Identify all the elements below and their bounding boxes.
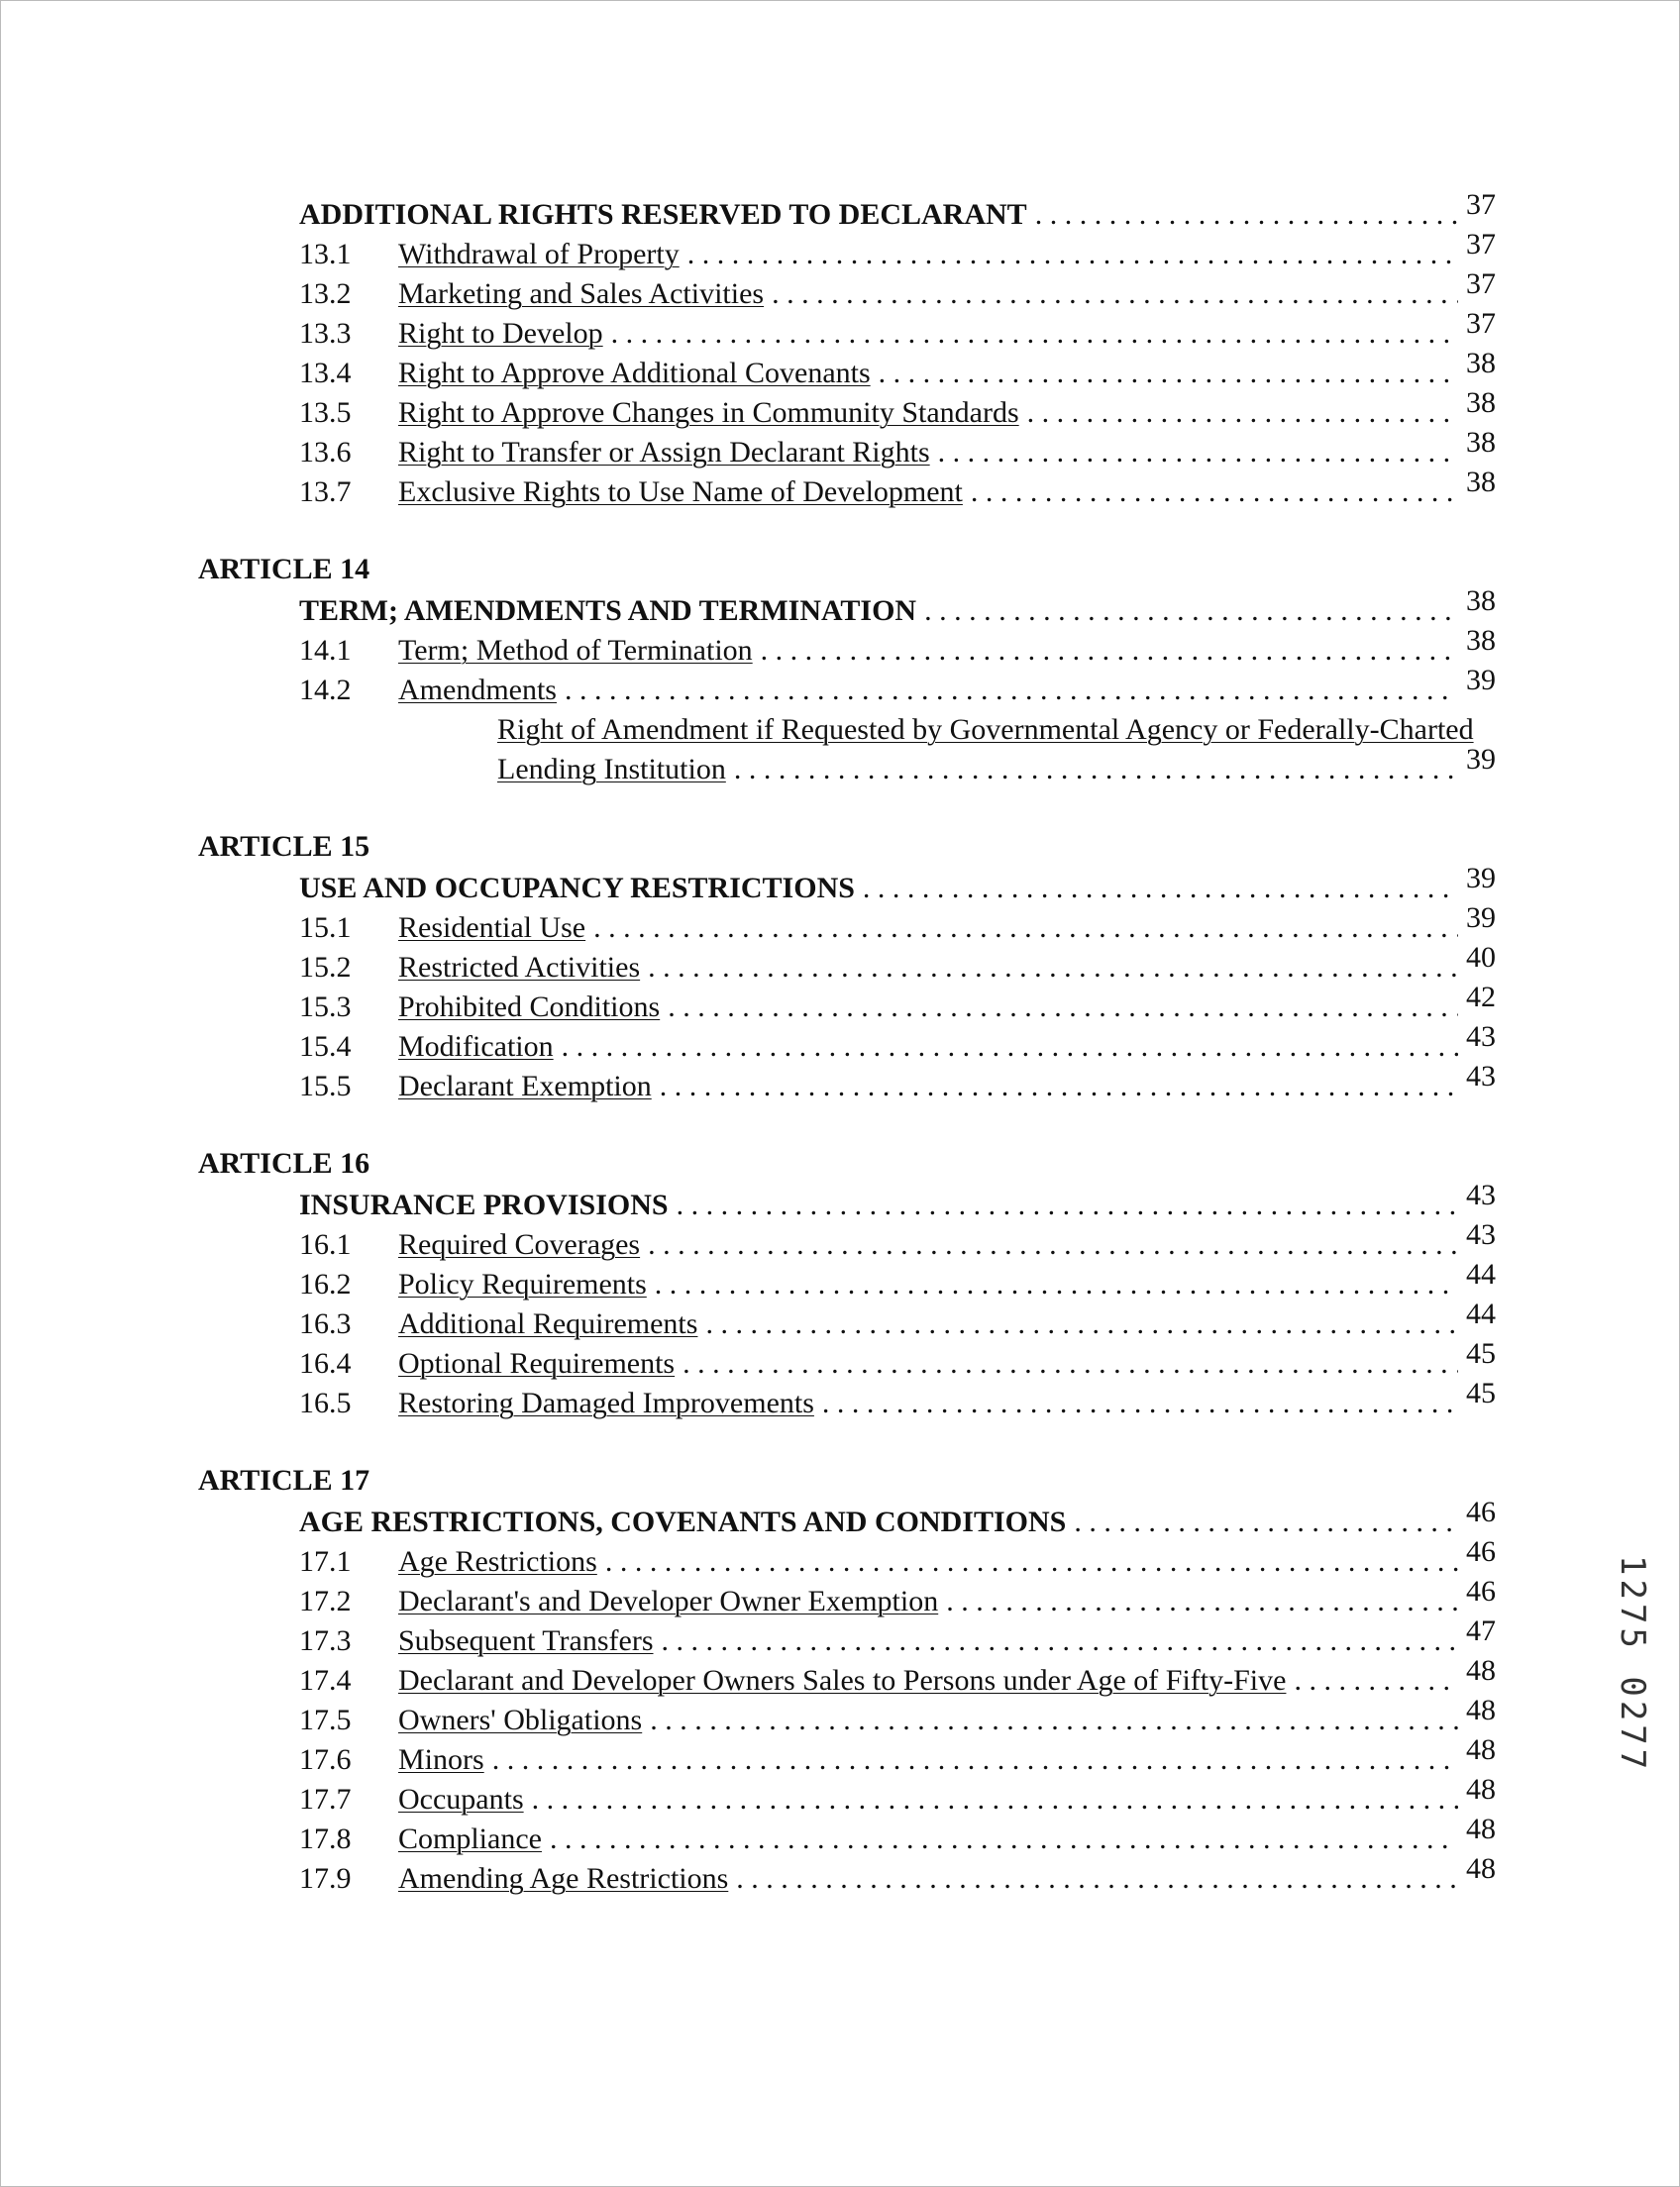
heading-title-wrap xyxy=(299,198,1466,232)
dot-leader xyxy=(611,317,1458,351)
toc-entry[interactable] xyxy=(198,1218,1496,1262)
section-title[interactable]: Declarant's and Developer Owner Exemption xyxy=(398,1585,939,1617)
toc-article xyxy=(198,1464,1496,1896)
page-number: 38 xyxy=(1466,386,1496,419)
toc-entry[interactable] xyxy=(198,307,1496,351)
dot-leader xyxy=(655,1268,1458,1302)
dot-leader xyxy=(1074,1506,1458,1539)
entry-title-wrap xyxy=(398,1624,1466,1658)
section-title[interactable]: Policy Requirements xyxy=(398,1268,647,1301)
page-number: 38 xyxy=(1466,347,1496,379)
dot-leader xyxy=(562,1030,1458,1064)
section-title[interactable]: Modification xyxy=(398,1030,554,1063)
page-number: 48 xyxy=(1466,1773,1496,1806)
section-number: 15.5 xyxy=(299,1070,352,1102)
toc-entry[interactable] xyxy=(198,664,1496,707)
section-number: 17.1 xyxy=(299,1545,352,1578)
toc-entry[interactable] xyxy=(198,1060,1496,1103)
heading-title-wrap xyxy=(299,872,1466,905)
dot-leader xyxy=(946,1585,1458,1618)
entry-title-wrap xyxy=(398,436,1466,469)
heading-title-wrap xyxy=(299,594,1466,628)
section-title[interactable]: Owners' Obligations xyxy=(398,1704,643,1736)
entry-title-wrap xyxy=(398,634,1466,668)
entry-title-wrap xyxy=(398,1387,1466,1420)
page-number: 37 xyxy=(1466,188,1496,221)
toc-entry[interactable] xyxy=(198,981,1496,1024)
section-number: 13.4 xyxy=(299,357,352,389)
toc-entry[interactable] xyxy=(198,466,1496,509)
article-label: ARTICLE 14 xyxy=(198,553,370,585)
section-number: 13.3 xyxy=(299,317,352,350)
entry-title-wrap xyxy=(398,1030,1466,1064)
page-number: 39 xyxy=(1466,862,1496,894)
article-heading[interactable] xyxy=(198,862,1496,905)
page-number: 46 xyxy=(1466,1535,1496,1568)
table-of-contents xyxy=(198,178,1496,1939)
section-number: 14.2 xyxy=(299,674,352,706)
section-number: 13.5 xyxy=(299,396,352,429)
section-number: 16.1 xyxy=(299,1228,352,1261)
section-number: 13.1 xyxy=(299,238,352,270)
section-title[interactable]: Term; Method of Termination xyxy=(398,634,753,667)
toc-entry[interactable] xyxy=(198,1575,1496,1618)
toc-entry[interactable] xyxy=(198,1337,1496,1381)
entry-title-wrap xyxy=(398,238,1466,271)
page-number: 39 xyxy=(1466,901,1496,934)
section-title[interactable]: Right to Transfer or Assign Declarant Rights xyxy=(398,436,930,469)
page-number: 46 xyxy=(1466,1575,1496,1608)
dot-leader xyxy=(565,674,1458,707)
entry-title-wrap xyxy=(398,1545,1466,1579)
dot-leader xyxy=(879,357,1458,390)
toc-entry[interactable] xyxy=(198,1535,1496,1579)
page-number: 38 xyxy=(1466,466,1496,498)
toc-entry[interactable] xyxy=(198,1258,1496,1302)
section-number: 17.4 xyxy=(299,1664,352,1697)
entry-title-wrap xyxy=(398,911,1466,945)
page-number: 48 xyxy=(1466,1733,1496,1766)
page-number: 38 xyxy=(1466,624,1496,657)
entry-title-wrap xyxy=(398,1822,1466,1856)
entry-title-wrap xyxy=(398,475,1466,509)
entry-title-wrap xyxy=(398,317,1466,351)
toc-entry[interactable] xyxy=(198,743,1496,786)
dot-leader xyxy=(677,1189,1458,1222)
page-number: 43 xyxy=(1466,1179,1496,1211)
section-number: 17.9 xyxy=(299,1862,352,1895)
section-number: 17.7 xyxy=(299,1783,352,1816)
dot-leader xyxy=(734,753,1458,786)
dot-leader xyxy=(687,238,1458,271)
section-title[interactable]: Marketing and Sales Activities xyxy=(398,277,765,310)
dot-leader xyxy=(971,475,1458,509)
section-title[interactable]: Occupants xyxy=(398,1783,524,1816)
section-title[interactable]: Restoring Damaged Improvements xyxy=(398,1387,814,1419)
page-number: 48 xyxy=(1466,1654,1496,1687)
section-title[interactable]: Additional Requirements xyxy=(398,1307,698,1340)
heading-title: TERM; AMENDMENTS AND TERMINATION xyxy=(299,594,917,627)
toc-entry[interactable] xyxy=(198,1773,1496,1817)
article-heading[interactable] xyxy=(198,1179,1496,1222)
section-title[interactable]: Amendments xyxy=(398,674,557,706)
toc-entry[interactable] xyxy=(198,901,1496,945)
dot-leader xyxy=(668,990,1458,1024)
section-title[interactable]: Subsequent Transfers xyxy=(398,1624,654,1657)
toc-entry[interactable] xyxy=(198,941,1496,985)
entry-title-wrap xyxy=(398,1228,1466,1262)
entry-title-wrap xyxy=(398,1664,1466,1698)
heading-title: AGE RESTRICTIONS, COVENANTS AND CONDITIONS xyxy=(299,1506,1067,1538)
heading-title: ADDITIONAL RIGHTS RESERVED TO DECLARANT xyxy=(299,198,1027,231)
page-number: 43 xyxy=(1466,1218,1496,1251)
dot-leader xyxy=(1035,198,1458,232)
toc-entry[interactable] xyxy=(198,1852,1496,1896)
entry-title-wrap xyxy=(398,396,1466,430)
page-number: 48 xyxy=(1466,1852,1496,1885)
section-title[interactable]: Right of Amendment if Requested by Governmental Agency or Federally-Charted xyxy=(497,713,1474,746)
page-number: 45 xyxy=(1466,1337,1496,1370)
dot-leader xyxy=(648,1228,1458,1262)
page-number: 44 xyxy=(1466,1298,1496,1330)
section-number: 15.3 xyxy=(299,990,352,1023)
entry-title-wrap xyxy=(398,674,1466,707)
section-title[interactable]: Lending Institution xyxy=(497,753,726,785)
toc-entry[interactable] xyxy=(198,1020,1496,1064)
entry-title-wrap xyxy=(398,1743,1466,1777)
toc-entry[interactable] xyxy=(198,347,1496,390)
entry-title-wrap xyxy=(398,990,1466,1024)
section-number: 13.7 xyxy=(299,475,352,508)
section-number: 16.3 xyxy=(299,1307,352,1340)
page-number: 43 xyxy=(1466,1020,1496,1053)
heading-title: INSURANCE PROVISIONS xyxy=(299,1189,669,1221)
page-number: 38 xyxy=(1466,426,1496,459)
dot-leader xyxy=(1294,1664,1458,1698)
dot-leader xyxy=(550,1822,1458,1856)
toc-entry[interactable] xyxy=(198,228,1496,271)
section-number: 16.4 xyxy=(299,1347,352,1380)
page-number: 40 xyxy=(1466,941,1496,974)
dot-leader xyxy=(736,1862,1458,1896)
section-title[interactable]: Residential Use xyxy=(398,911,586,944)
page-number: 46 xyxy=(1466,1496,1496,1528)
entry-title-wrap xyxy=(398,1704,1466,1737)
section-title[interactable]: Exclusive Rights to Use Name of Development xyxy=(398,475,963,508)
dot-leader xyxy=(822,1387,1458,1420)
toc-entry[interactable] xyxy=(198,707,1496,747)
entry-title-wrap xyxy=(398,357,1466,390)
heading-title-wrap xyxy=(299,1189,1466,1222)
heading-title-wrap xyxy=(299,1506,1466,1539)
dot-leader xyxy=(924,594,1458,628)
section-title[interactable]: Declarant and Developer Owners Sales to Persons under Age of Fifty-Five xyxy=(398,1664,1287,1697)
dot-leader xyxy=(532,1783,1458,1817)
section-number: 17.3 xyxy=(299,1624,352,1657)
entry-title-wrap xyxy=(398,1585,1466,1618)
dot-leader xyxy=(938,436,1458,469)
article-heading[interactable] xyxy=(198,188,1496,232)
dot-leader xyxy=(605,1545,1458,1579)
entry-title-wrap xyxy=(398,1307,1466,1341)
section-title[interactable]: Withdrawal of Property xyxy=(398,238,680,270)
entry-title-wrap xyxy=(398,951,1466,985)
section-title[interactable]: Prohibited Conditions xyxy=(398,990,661,1023)
section-title[interactable]: Declarant Exemption xyxy=(398,1070,652,1102)
section-number: 17.8 xyxy=(299,1822,352,1855)
dot-leader xyxy=(492,1743,1458,1777)
section-title[interactable]: Right to Approve Changes in Community Standards xyxy=(398,396,1019,429)
heading-title: USE AND OCCUPANCY RESTRICTIONS xyxy=(299,872,855,904)
page-number: 37 xyxy=(1466,307,1496,340)
dot-leader xyxy=(648,951,1458,985)
entry-title-wrap xyxy=(398,277,1466,311)
page-number: 48 xyxy=(1466,1813,1496,1845)
page-number: 43 xyxy=(1466,1060,1496,1093)
entry-title-wrap xyxy=(398,1347,1466,1381)
toc-article xyxy=(198,830,1496,1103)
article-heading[interactable] xyxy=(198,1496,1496,1539)
section-title[interactable]: Amending Age Restrictions xyxy=(398,1862,729,1895)
page-number: 42 xyxy=(1466,981,1496,1013)
page-number: 39 xyxy=(1466,664,1496,696)
page-number: 39 xyxy=(1466,743,1496,776)
toc-entry[interactable] xyxy=(198,1654,1496,1698)
section-title[interactable]: Right to Approve Additional Covenants xyxy=(398,357,871,389)
article-heading[interactable] xyxy=(198,584,1496,628)
article-label: ARTICLE 17 xyxy=(198,1464,370,1497)
section-number: 13.2 xyxy=(299,277,352,310)
section-number: 15.2 xyxy=(299,951,352,984)
section-number: 13.6 xyxy=(299,436,352,469)
page-number: 44 xyxy=(1466,1258,1496,1291)
toc-entry[interactable] xyxy=(198,386,1496,430)
section-title[interactable]: Compliance xyxy=(398,1822,542,1855)
section-number: 17.6 xyxy=(299,1743,352,1776)
toc-entry[interactable] xyxy=(198,1614,1496,1658)
toc-article xyxy=(198,188,1496,509)
section-title[interactable]: Restricted Activities xyxy=(398,951,641,984)
toc-entry[interactable] xyxy=(198,1298,1496,1341)
entry-title-wrap xyxy=(398,1070,1466,1103)
dot-leader xyxy=(1027,396,1458,430)
dot-leader xyxy=(863,872,1458,905)
page-number: 47 xyxy=(1466,1614,1496,1647)
section-number: 14.1 xyxy=(299,634,352,667)
section-title[interactable]: Age Restrictions xyxy=(398,1545,597,1578)
dot-leader xyxy=(660,1070,1458,1103)
section-number: 15.4 xyxy=(299,1030,352,1063)
entry-title-wrap xyxy=(398,1268,1466,1302)
page-number: 37 xyxy=(1466,228,1496,260)
dot-leader xyxy=(772,277,1458,311)
toc-entry[interactable] xyxy=(198,624,1496,668)
entry-title-wrap xyxy=(497,753,1466,786)
section-number: 16.2 xyxy=(299,1268,352,1301)
margin-stamp: 1275 0277 xyxy=(1613,1555,1652,1774)
toc-entry[interactable] xyxy=(198,1733,1496,1777)
toc-entry[interactable] xyxy=(198,1377,1496,1420)
section-number: 16.5 xyxy=(299,1387,352,1419)
page-number: 48 xyxy=(1466,1694,1496,1726)
toc-entry[interactable] xyxy=(198,267,1496,311)
page-number: 37 xyxy=(1466,267,1496,300)
toc-entry[interactable] xyxy=(198,1694,1496,1737)
dot-leader xyxy=(650,1704,1458,1737)
article-label: ARTICLE 15 xyxy=(198,830,370,863)
toc-entry[interactable] xyxy=(198,426,1496,469)
article-label: ARTICLE 16 xyxy=(198,1147,370,1180)
page-number: 38 xyxy=(1466,584,1496,617)
dot-leader xyxy=(705,1307,1458,1341)
section-number: 17.2 xyxy=(299,1585,352,1617)
section-title[interactable]: Required Coverages xyxy=(398,1228,641,1261)
page-number: 45 xyxy=(1466,1377,1496,1409)
toc-article xyxy=(198,1147,1496,1420)
entry-title-wrap xyxy=(398,1862,1466,1896)
toc-article xyxy=(198,553,1496,786)
dot-leader xyxy=(593,911,1458,945)
section-number: 15.1 xyxy=(299,911,352,944)
section-title[interactable]: Minors xyxy=(398,1743,484,1776)
toc-entry[interactable] xyxy=(198,1813,1496,1856)
dot-leader xyxy=(662,1624,1458,1658)
dot-leader xyxy=(761,634,1458,668)
section-number: 17.5 xyxy=(299,1704,352,1736)
dot-leader xyxy=(682,1347,1458,1381)
section-title[interactable]: Right to Develop xyxy=(398,317,603,350)
entry-title-wrap xyxy=(398,1783,1466,1817)
section-title[interactable]: Optional Requirements xyxy=(398,1347,676,1380)
